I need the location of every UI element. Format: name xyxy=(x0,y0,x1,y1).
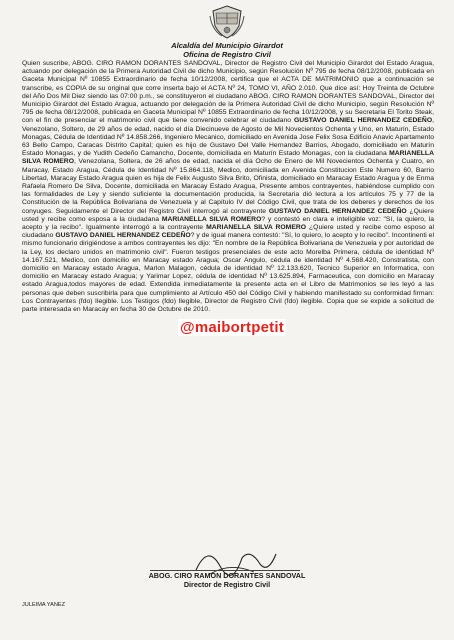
body-text-5: ? y contestó en clara e inteligible voz: "Sí, la quiero, la acepto y la recibo". Igualmente interrogó a la contrayente xyxy=(22,215,434,232)
groom-name: GUSTAVO DANIEL HERNANDEZ CEDEÑO xyxy=(293,117,433,125)
body-text-4: ¿Quiere usted y recibe como esposa a la ciudadana xyxy=(22,207,435,223)
coat-of-arms-seal-icon xyxy=(208,4,246,40)
body-text-7: ? y de igual manera contestó: "Sí, lo quiero, lo acepto y lo recibo". Incontinenti el mismo funcionario dirigiéndose a ambos contrayentes les dijo: "En nombre de la República Bolivariana de Venezuela y por autoridad de la Ley, los declaro unidos en matrimonio civil". Fueron testigos presenciales de este acto Morelba Primera, cédula de identidad Nº 14.167.521, Medico, con domicilio en Maracay estado Aragua; Oscar Angulo, cédula de identidad Nº 4.568.420, Constratista, con domicilio en Maracay estado Aragua, Marlon Malagon, cédula de identidad Nº 12.133.620, Tecnico Superior en Informatica, con domicilio en Maracay estado Aragua; y Yarimar Lopez, cédula de identidad Nº 13.625.894, Farmaceutica, con domicilio en Maracay estado Aragua,todos mayores de edad. Extendida inmediatamente la presente acta en el Libro de Matrimonios se les leyó a las personas que deben suscribirla para que cumplimiento al Artículo 450 del Código Civil y habiendo manifestado su conformidad firman: Los Contrayentes (fdo) Ilegible. Los Testigos (fdo) Ilegible, Director de Registro Civil (fdo) ilegible. Copia que se expide a solicitud de parte interesada en Maracay en fecha 30 de Octubre de 2010. xyxy=(22,232,434,314)
bride-name: MARIANELLA SILVA ROMERO xyxy=(161,215,262,223)
municipality-heading: Alcaldía del Municipio Girardot xyxy=(171,41,283,50)
body-text-2: , Venezolano, Soltero, de 29 años de edad, nacido el día Diecinueve de Agosto de Mil Novecientos Ochenta y Uno, en Maturín, Estado Monagas, Cédula de Identidad Nº 14.858.266, Ingeniero Mecanico, domiciliado en Avenida Jose Felix Sosa Edificio Anavic Apartamento 63 Bello Campo, Caracas Distrito Capital; quien es hijo de Gustavo Del Valle Hernandez Barrios, Abogado, domiciliado en Maturín Estado Monagas, y de Yudith Cedeño Camancho, Docente, domiciliada en Maturín Estado Monagas, con la ciudadana xyxy=(22,117,435,158)
certificate-paragraph xyxy=(22,60,434,314)
bride-name: MARIANELLA SILVA ROMERO xyxy=(22,150,434,166)
body-text-1: Quien suscribe, ABOG. CIRO RAMON DORANTES SANDOVAL, Director de Registro Civil del Municipio Girardot del Estado Aragua, actuando por delegación de la Primera Autoridad Civil de dicho Municipio, según Resolución Nº 795 de fecha 08/12/2008, publicada en Gaceta Municipal Nº 10855 Extraordinario de fecha 10/12/2008, certifica que el ACTA DE MATRIMONIO que a continuación se transcribe, es COPIA de su original que corre inserta bajo el ACTA Nº 24, TOMO VI, AÑO 2.010. Que dice así: Hoy Treinta de Octubre del Año Dos Mil Diez siendo las 07:00 p.m., se constituyeron el ciudadano ABOG. CIRO RAMON DORANTES SANDOVAL, Director del Municipio Girardot del Estado Aragua, actuando por delegación de la Primera Autoridad Civil de dicho Municipio, según Resolución Nº 795 de fecha 08/12/2008, publicada en Gaceta Municipal Nº 10855 Extraordinario de fecha 10/12/2008, y su Secretaria El Torito Steak, con el fin de presenciar el matrimonio civil que tiene convenido celebrar el ciudadano xyxy=(22,60,434,125)
signatory-title: Director de Registro Civil xyxy=(183,580,271,589)
body-text-3: , Venezolana, Soltera, de 26 años de edad, nacida el día Ocho de Enero de Mil Novecientos Ochenta y Cuatro, en Maracay, Estado Aragua, Cédula de Identidad Nº 15.864.118, Medico, domiciliada en Avenida Constitucion Este Numero 60, Barrio Libertad, Maracay Estado Aragua quien es hija de Felix Augusto Silva Brito, Ofinista, domiciliado en Maracay Estado Aragua y de Enma Rafaela Romero De Silva, Docente, domiciliada en Maracay Estado Aragua, Presente ambos contrayentes, habiéndose cumplido con las formalidades de Ley y siendo suficiente la documentación producida, la Secretaria dió lectura a los artículos 75 y 77 de la Constitución de la República Bolivariana de Venezuela y al Capítulo IV del Código Civil, que trata de los deberes y derechos de los conyuges. Seguidamente el Director del Registro Civil interrogó al contrayente xyxy=(22,158,435,215)
bride-name: MARIANELLA SILVA ROMERO xyxy=(206,224,307,232)
footer-initials: JULEIMA YANEZ xyxy=(22,602,66,608)
body-text-6: ¿Quiere usted y recibe como esposo al ciudadano xyxy=(22,224,434,240)
office-heading: Oficina de Registro Civil xyxy=(183,50,271,59)
groom-name: GUSTAVO DANIEL HERNANDEZ CEDEÑO xyxy=(268,207,407,215)
certificate-body xyxy=(22,60,434,314)
signatory-name: ABOG. CIRO RAMON DORANTES SANDOVAL xyxy=(148,571,306,580)
groom-name: GUSTAVO DANIEL HERNANDEZ CEDEÑO xyxy=(55,232,191,240)
watermark-label: @maibortpetit xyxy=(180,319,284,336)
